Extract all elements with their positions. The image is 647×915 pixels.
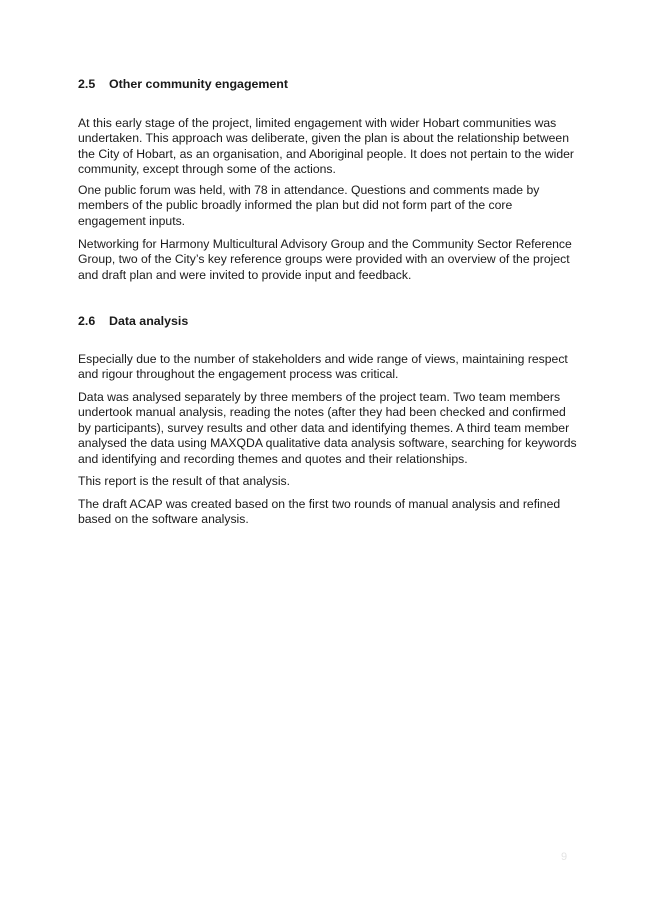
paragraph: One public forum was held, with 78 in attendance. Questions and comments made by members of the public broadly informed the plan but did not form part of the core engagement inputs.	[78, 183, 540, 228]
paragraph: The draft ACAP was created based on the first two rounds of manual analysis and refined based on the software analysis.	[78, 497, 561, 527]
section-data-analysis	[78, 314, 578, 527]
paragraph: Especially due to the number of stakeholders and wide range of views, maintaining respect and rigour throughout the engagement process was critical.	[78, 352, 568, 382]
paragraph: This report is the result of that analysis.	[78, 474, 291, 488]
section-title: Other community engagement	[109, 77, 289, 91]
section-number: 2.5	[78, 77, 96, 91]
paragraph: Networking for Harmony Multicultural Advisory Group and the Community Sector Reference Group, two of the City’s key reference groups were provided with an overview of the project and draft plan and were invited to provide input and feedback.	[78, 237, 572, 282]
section-heading	[78, 314, 578, 329]
paragraph: Data was analysed separately by three members of the project team. Two team members undertook manual analysis, reading the notes (after they had been checked and confirmed by participants), survey results and other data and identifying themes. A third team member analysed the data using MAXQDA qualitative data analysis software, searching for keywords and identifying and recording themes and quotes and their relationships.	[78, 390, 577, 466]
section-heading	[78, 77, 578, 92]
paragraph: At this early stage of the project, limited engagement with wider Hobart communities was undertaken. This approach was deliberate, given the plan is about the relationship between the City of Hobart, as an organisation, and Aboriginal people. It does not pertain to the wider community, except through some of the actions.	[78, 116, 574, 177]
section-number: 2.6	[78, 314, 96, 328]
page-number: 9	[561, 851, 568, 863]
section-other-community-engagement	[78, 77, 578, 282]
section-title: Data analysis	[109, 314, 189, 328]
